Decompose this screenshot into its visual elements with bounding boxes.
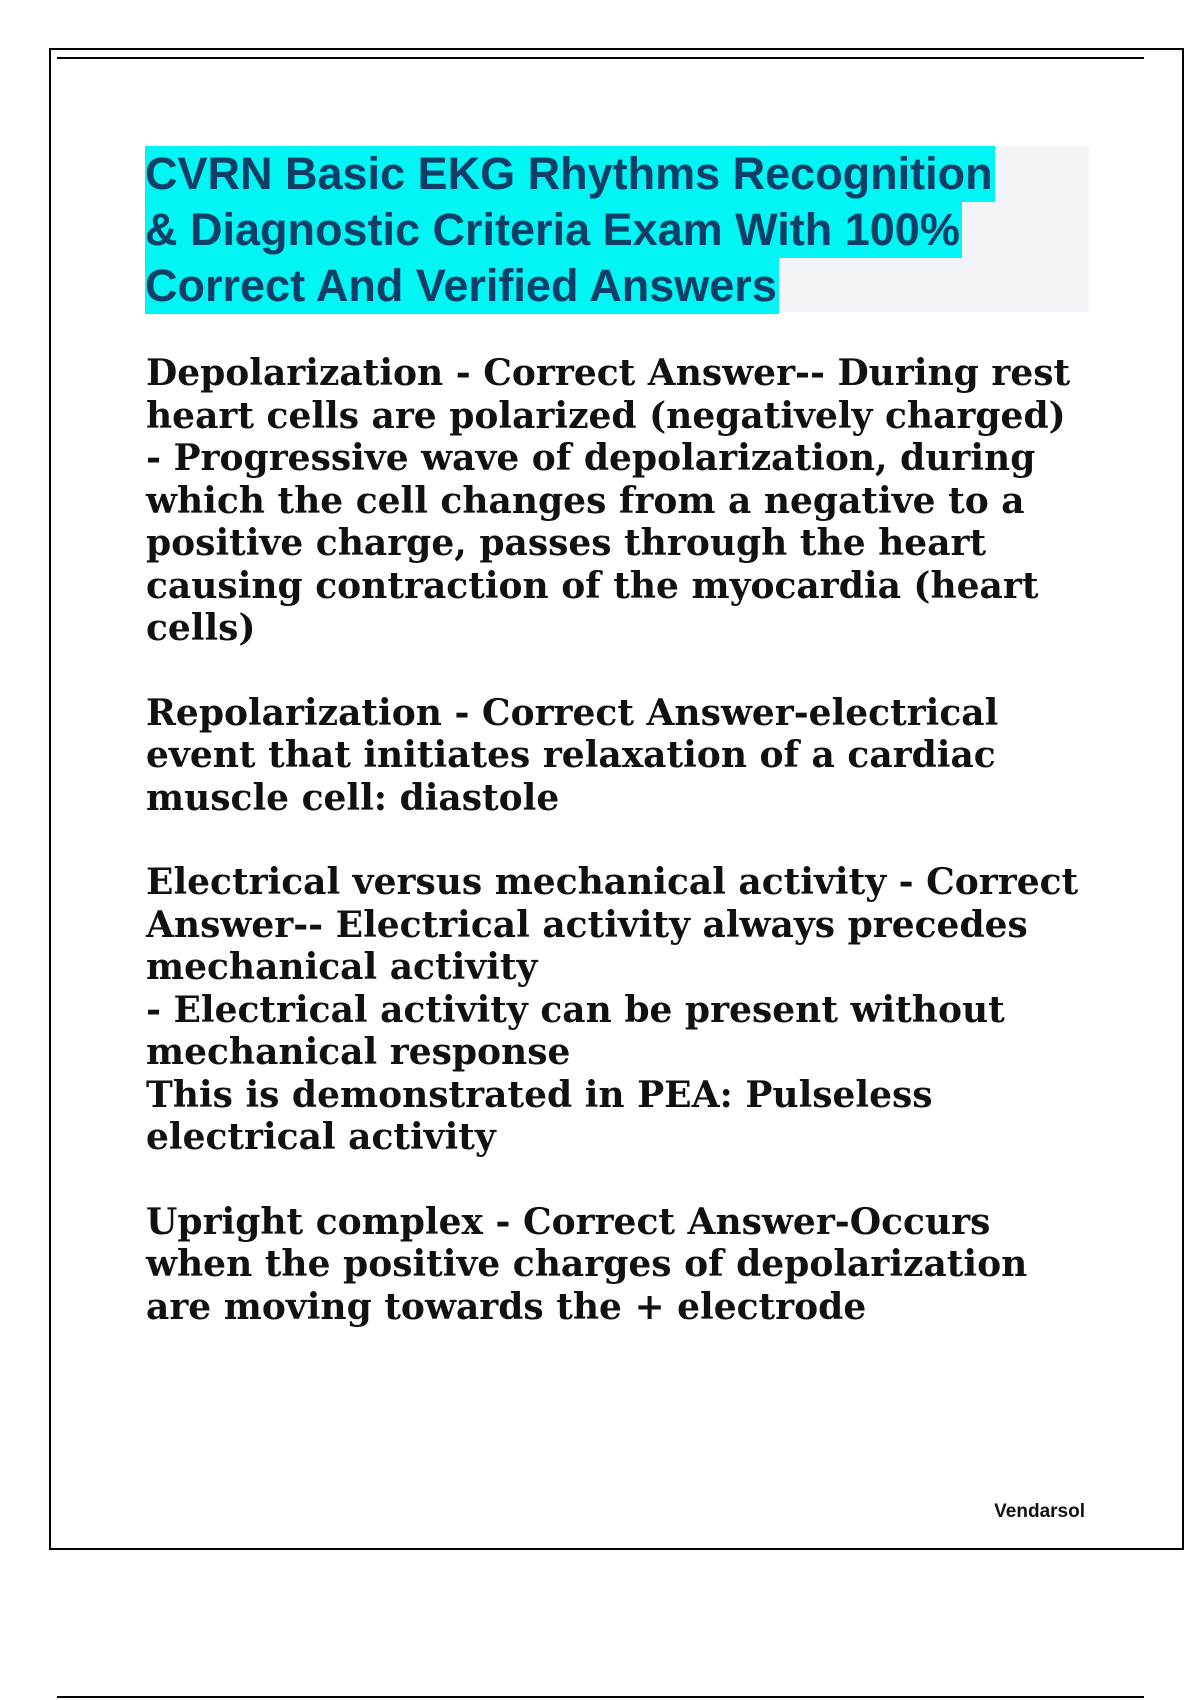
document-title [145, 146, 1089, 314]
text-line: Answer-- Electrical activity always precedes [146, 903, 1028, 946]
text-line: causing contraction of the myocardia (heart [146, 564, 1039, 607]
text-line: Repolarization - Correct Answer-electrical [146, 691, 999, 734]
qa-entry-depolarization [146, 352, 1096, 650]
text-line: positive charge, passes through the heart [146, 522, 987, 564]
text-line: which the cell changes from a negative to a [146, 479, 1025, 522]
text-line: mechanical activity [146, 946, 538, 988]
title-line: Correct And Verified Answers [145, 258, 779, 314]
text-line: Electrical versus mechanical activity - Correct [146, 861, 1079, 903]
qa-entry-repolarization [146, 692, 1096, 820]
title-line: & Diagnostic Criteria Exam With 100% [145, 202, 962, 258]
text-line: event that initiates relaxation of a cardiac [146, 734, 996, 776]
title-block [145, 146, 1089, 312]
footer-brand: Vendarsol [994, 1501, 1085, 1522]
text-line: when the positive charges of depolarization [146, 1243, 1028, 1285]
qa-content [146, 352, 1096, 1370]
text-line: This is demonstrated in PEA: Pulseless [146, 1073, 933, 1116]
qa-entry-upright-complex [146, 1201, 1096, 1329]
text-line: cells) [146, 607, 256, 649]
text-line: muscle cell: diastole [146, 776, 560, 819]
text-line: - Progressive wave of depolarization, during [146, 437, 1036, 479]
text-line: are moving towards the + electrode [146, 1285, 867, 1328]
text-line: Depolarization - Correct Answer-- During rest [146, 352, 1071, 394]
qa-entry-electrical-vs-mechanical [146, 861, 1096, 1159]
top-rule [57, 57, 1144, 59]
text-line: Upright complex - Correct Answer-Occurs [146, 1200, 991, 1243]
title-line: CVRN Basic EKG Rhythms Recognition [145, 146, 995, 202]
text-line: - Electrical activity can be present without [146, 988, 1005, 1031]
text-line: mechanical response [146, 1031, 571, 1073]
text-line: electrical activity [146, 1116, 496, 1158]
bottom-rule [57, 1696, 1144, 1698]
text-line: heart cells are polarized (negatively charged) [146, 394, 1066, 437]
